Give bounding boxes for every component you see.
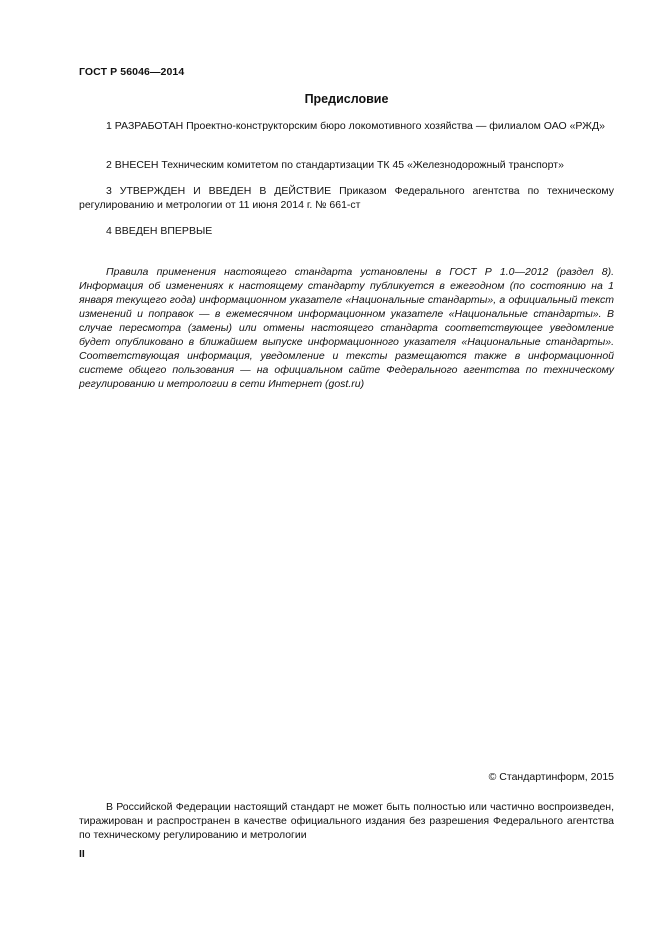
legal-notice: В Российской Федерации настоящий стандарт не может быть полностью или частично воспроизведен, тиражирован и распространен в качестве официального издания без разрешения Федерального агентства по техническому регулированию и метрологии <box>79 801 614 841</box>
application-rules-notice: Правила применения настоящего стандарта установлены в ГОСТ Р 1.0—2012 (раздел 8). Информация об изменениях к настоящему стандарту публикуется в ежегодном (по состоянию на 1 января текущего года) информационном указателе «Национальные стандарты», а официальный текст изменений и поправок — в ежемесячном информационном указателе «Национальные стандарты». В случае пересмотра (замены) или отмены настоящего стандарта соответствующее уведомление будет опубликовано в ближайшем выпуске информационного указателя «Национальные стандарты». Соответствующая информация, уведомление и тексты размещаются также в информационной системе общего пользования — на официальном сайте Федерального агентства по техническому регулированию и метрологии в сети Интернет (gost.ru) <box>79 266 614 390</box>
copyright-line: © Стандартинформ, 2015 <box>488 771 614 783</box>
preface-item-developed: 1 РАЗРАБОТАН Проектно-конструкторским бюро локомотивного хозяйства — филиалом ОАО «РЖД» <box>106 120 605 132</box>
standard-code: ГОСТ Р 56046—2014 <box>79 66 185 78</box>
preface-item-first-introduced: 4 ВВЕДЕН ВПЕРВЫЕ <box>106 225 213 237</box>
page-title: Предисловие <box>304 92 389 106</box>
preface-item-approved: 3 УТВЕРЖДЕН И ВВЕДЕН В ДЕЙСТВИЕ Приказом Федерального агентства по техническому регулированию и метрологии от 11 июня 2014 г. № 661-ст <box>79 185 614 211</box>
preface-item-introduced: 2 ВНЕСЕН Техническим комитетом по стандартизации ТК 45 «Железнодорожный транспорт» <box>106 159 564 171</box>
page-number: II <box>79 848 85 860</box>
